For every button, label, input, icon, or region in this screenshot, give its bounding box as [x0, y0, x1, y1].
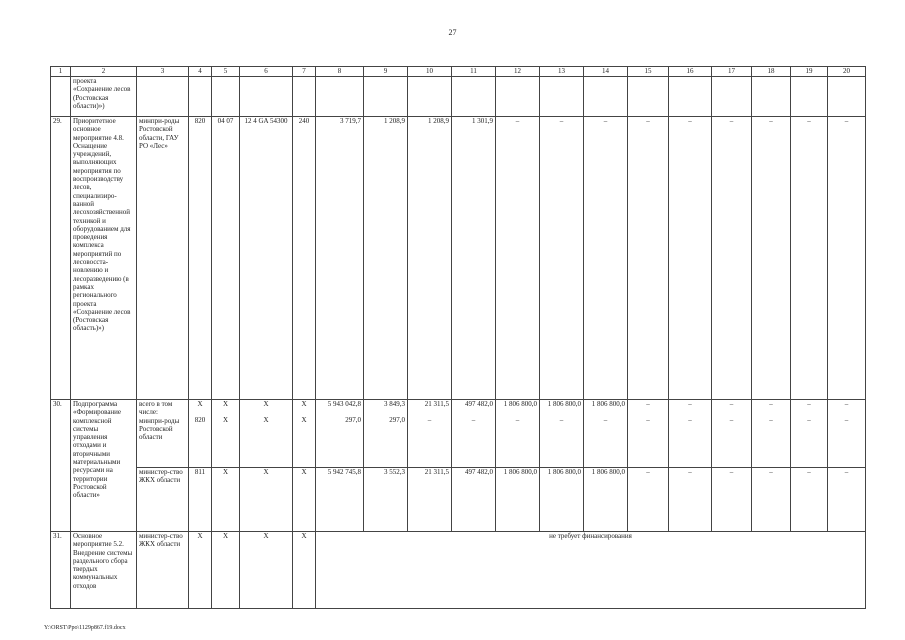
table-cell: 1 301,9 — [452, 117, 496, 400]
responsible-cell — [137, 400, 189, 468]
header-cell: 7 — [293, 67, 316, 77]
table-cell: X — [293, 468, 316, 532]
table-cell: 1 806 800,0 — [584, 468, 628, 532]
table-cell — [408, 77, 452, 117]
table-cell — [628, 77, 669, 117]
table-cell: 5 943 042,8 297,0 — [316, 400, 364, 468]
responsible-cell: минпри-роды Ростовской области, ГАУ РО «Лес» — [137, 117, 189, 400]
table-cell — [293, 77, 316, 117]
table-cell: X X — [212, 400, 240, 468]
table-cell — [791, 77, 828, 117]
row-name-cell: Подпрограмма «Формирование комплексной системы управления отходами и вторичными материальными ресурсами на территории Ростовской области» — [71, 400, 137, 532]
header-cell: 1 — [51, 67, 71, 77]
table-cell: – — [828, 468, 866, 532]
table-cell: 1 806 800,0 — [540, 468, 584, 532]
table-cell: 1 806 800,0 – — [496, 400, 540, 468]
table-row — [51, 400, 866, 468]
header-cell: 17 — [712, 67, 752, 77]
header-cell: 16 — [669, 67, 712, 77]
table-cell — [496, 77, 540, 117]
table-cell — [584, 77, 628, 117]
table-cell: X — [212, 532, 240, 609]
header-cell: 14 — [584, 67, 628, 77]
row-name-cell: проекта «Сохранение лесов (Ростовская области)») — [71, 77, 137, 117]
header-cell: 20 — [828, 67, 866, 77]
row-number-cell: 31. — [51, 532, 71, 609]
table-cell — [316, 77, 364, 117]
table-cell: 12 4 GA 54300 — [240, 117, 293, 400]
table-cell: – – — [752, 400, 791, 468]
table-cell: – – — [669, 400, 712, 468]
table-row — [51, 117, 866, 400]
table-cell: – — [584, 117, 628, 400]
table-cell: 811 — [189, 468, 212, 532]
header-cell: 19 — [791, 67, 828, 77]
responsible-total: всего в том числе: — [139, 400, 173, 417]
table-cell: 1 208,9 — [408, 117, 452, 400]
financing-note: не требует финансирования — [316, 532, 866, 609]
table-cell: 04 07 — [212, 117, 240, 400]
budget-table — [50, 66, 866, 609]
table-cell: 820 — [189, 117, 212, 400]
header-cell: 12 — [496, 67, 540, 77]
table-cell — [212, 77, 240, 117]
table-cell: 497 482,0 — [452, 468, 496, 532]
header-cell: 10 — [408, 67, 452, 77]
table-cell: – — [712, 468, 752, 532]
table-cell: 1 208,9 — [364, 117, 408, 400]
header-cell: 6 — [240, 67, 293, 77]
table-cell: 497 482,0 – — [452, 400, 496, 468]
table-cell — [828, 77, 866, 117]
table-cell: – — [828, 117, 866, 400]
footer-file-path: Y:\ORST\Ppo\1129p867.f19.docx — [44, 625, 126, 631]
table-cell: 240 — [293, 117, 316, 400]
responsible-ministry: минпри-роды Ростовской области — [139, 416, 180, 442]
table-cell: X X — [240, 400, 293, 468]
table-cell: – — [712, 117, 752, 400]
row-name-cell: Приоритетное основное мероприятие 4.8. Оснащение учреждений, выполняющих мероприятия по воспроизводству лесов, специализиро-ванной лесохозяйственной техникой и оборудованием для проведения комплекса мероприятий по лесовосста-новлению и лесоразведению (в рамках регионального проекта «Сохранение лесов (Ростовская область)») — [71, 117, 137, 400]
table-cell: X — [240, 532, 293, 609]
table-cell: X — [293, 532, 316, 609]
table-cell: – — [540, 117, 584, 400]
header-cell: 15 — [628, 67, 669, 77]
row-number-cell: 29. — [51, 117, 71, 400]
header-cell: 13 — [540, 67, 584, 77]
table-cell: – — [669, 117, 712, 400]
table-row — [51, 468, 866, 532]
table-cell: X — [189, 532, 212, 609]
table-cell — [669, 77, 712, 117]
table-cell: 1 806 800,0 – — [540, 400, 584, 468]
table-cell: 21 311,5 – — [408, 400, 452, 468]
table-cell — [452, 77, 496, 117]
table-cell: – — [628, 468, 669, 532]
table-cell: – — [669, 468, 712, 532]
header-cell: 11 — [452, 67, 496, 77]
table-cell: – – — [791, 400, 828, 468]
table-cell: 21 311,5 — [408, 468, 452, 532]
table-cell: X — [212, 468, 240, 532]
header-cell: 2 — [71, 67, 137, 77]
table-cell: – – — [828, 400, 866, 468]
header-cell: 5 — [212, 67, 240, 77]
page-number: 27 — [448, 28, 457, 37]
table-cell: 1 806 800,0 – — [584, 400, 628, 468]
row-name-cell: Основное мероприятие 5.2. Внедрение системы раздельного сбора твердых коммунальных отходов — [71, 532, 137, 609]
table-cell: 5 942 745,8 — [316, 468, 364, 532]
table-cell: X 820 — [189, 400, 212, 468]
header-cell: 4 — [189, 67, 212, 77]
table-row — [51, 77, 866, 117]
table-cell: – — [791, 117, 828, 400]
table-cell: – – — [628, 400, 669, 468]
header-cell: 18 — [752, 67, 791, 77]
table-cell: X — [240, 468, 293, 532]
table-cell — [752, 77, 791, 117]
table-cell — [364, 77, 408, 117]
header-row — [51, 67, 866, 77]
row-number-cell: 30. — [51, 400, 71, 532]
table-cell: 3 719,7 — [316, 117, 364, 400]
table-cell: 1 806 800,0 — [496, 468, 540, 532]
table-cell: – — [752, 468, 791, 532]
table-cell: X X — [293, 400, 316, 468]
table-cell — [189, 77, 212, 117]
header-cell: 8 — [316, 67, 364, 77]
table-cell — [137, 77, 189, 117]
table-cell: – — [791, 468, 828, 532]
responsible-cell: министер-ство ЖКХ области — [137, 532, 189, 609]
table-cell — [712, 77, 752, 117]
table-cell: – — [628, 117, 669, 400]
header-cell: 9 — [364, 67, 408, 77]
table-cell — [540, 77, 584, 117]
table-cell: – — [752, 117, 791, 400]
header-cell: 3 — [137, 67, 189, 77]
table-cell: – — [496, 117, 540, 400]
table-cell: 3 552,3 — [364, 468, 408, 532]
row-number-cell — [51, 77, 71, 117]
table-cell: – – — [712, 400, 752, 468]
responsible-cell: министер-ство ЖКХ области — [137, 468, 189, 532]
table-cell — [240, 77, 293, 117]
table-cell: 3 849,3 297,0 — [364, 400, 408, 468]
table-row — [51, 532, 866, 609]
